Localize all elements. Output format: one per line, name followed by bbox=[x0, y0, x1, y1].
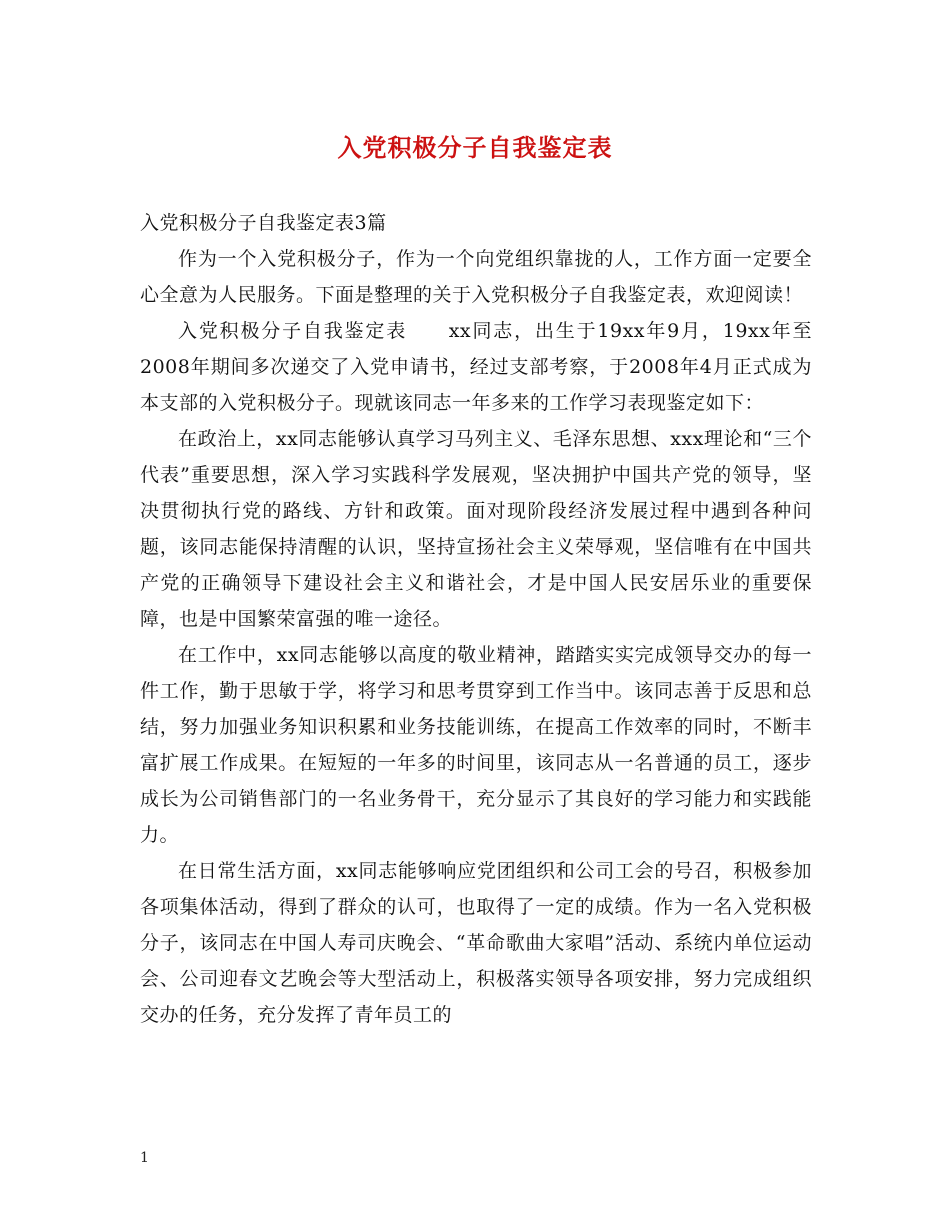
document-body bbox=[140, 205, 812, 1033]
paragraph-daily-life: 在日常生活方面，xx同志能够响应党团组织和公司工会的号召，积极参加各项集体活动，得到了群众的认可，也取得了一定的成绩。作为一名入党积极分子，该同志在中国人寿司庆晚会、“革命歌曲大家唱”活动、系统内单位运动会、公司迎春文艺晚会等大型活动上，积极落实领导各项安排，努力完成组织交办的任务，充分发挥了青年员工的 bbox=[140, 860, 812, 1026]
paragraph-work: 在工作中，xx同志能够以高度的敬业精神，踏踏实实完成领导交办的每一件工作，勤于思敏于学，将学习和思考贯穿到工作当中。该同志善于反思和总结，努力加强业务知识积累和业务技能训练，在提高工作效率的同时，不断丰富扩展工作成果。在短短的一年多的时间里，该同志从一名普通的员工，逐步成长为公司销售部门的一名业务骨干，充分显示了其良好的学习能力和实践能力。 bbox=[140, 644, 812, 846]
paragraph-intro: 作为一个入党积极分子，作为一个向党组织靠拢的人，工作方面一定要全心全意为人民服务。下面是整理的关于入党积极分子自我鉴定表，欢迎阅读！ bbox=[140, 248, 812, 306]
paragraph-background: 入党积极分子自我鉴定表 xx同志，出生于19xx年9月，19xx年至2008年期间多次递交了入党申请书，经过支部考察，于2008年4月正式成为本支部的入党积极分子。现就该同志一年多来的工作学习表现鉴定如下： bbox=[140, 320, 812, 414]
document-subtitle: 入党积极分子自我鉴定表3篇 bbox=[140, 212, 387, 234]
page-number: 1 bbox=[140, 1150, 149, 1166]
document-title: 入党积极分子自我鉴定表 bbox=[337, 133, 613, 162]
paragraph-political: 在政治上，xx同志能够认真学习马列主义、毛泽东思想、xxx理论和“三个代表”重要思想，深入学习实践科学发展观，坚决拥护中国共产党的领导，坚决贯彻执行党的路线、方针和政策。面对现阶段经济发展过程中遇到各种问题，该同志能保持清醒的认识，坚持宣扬社会主义荣辱观，坚信唯有在中国共产党的正确领导下建设社会主义和谐社会，才是中国人民安居乐业的重要保障，也是中国繁荣富强的唯一途径。 bbox=[140, 428, 812, 630]
